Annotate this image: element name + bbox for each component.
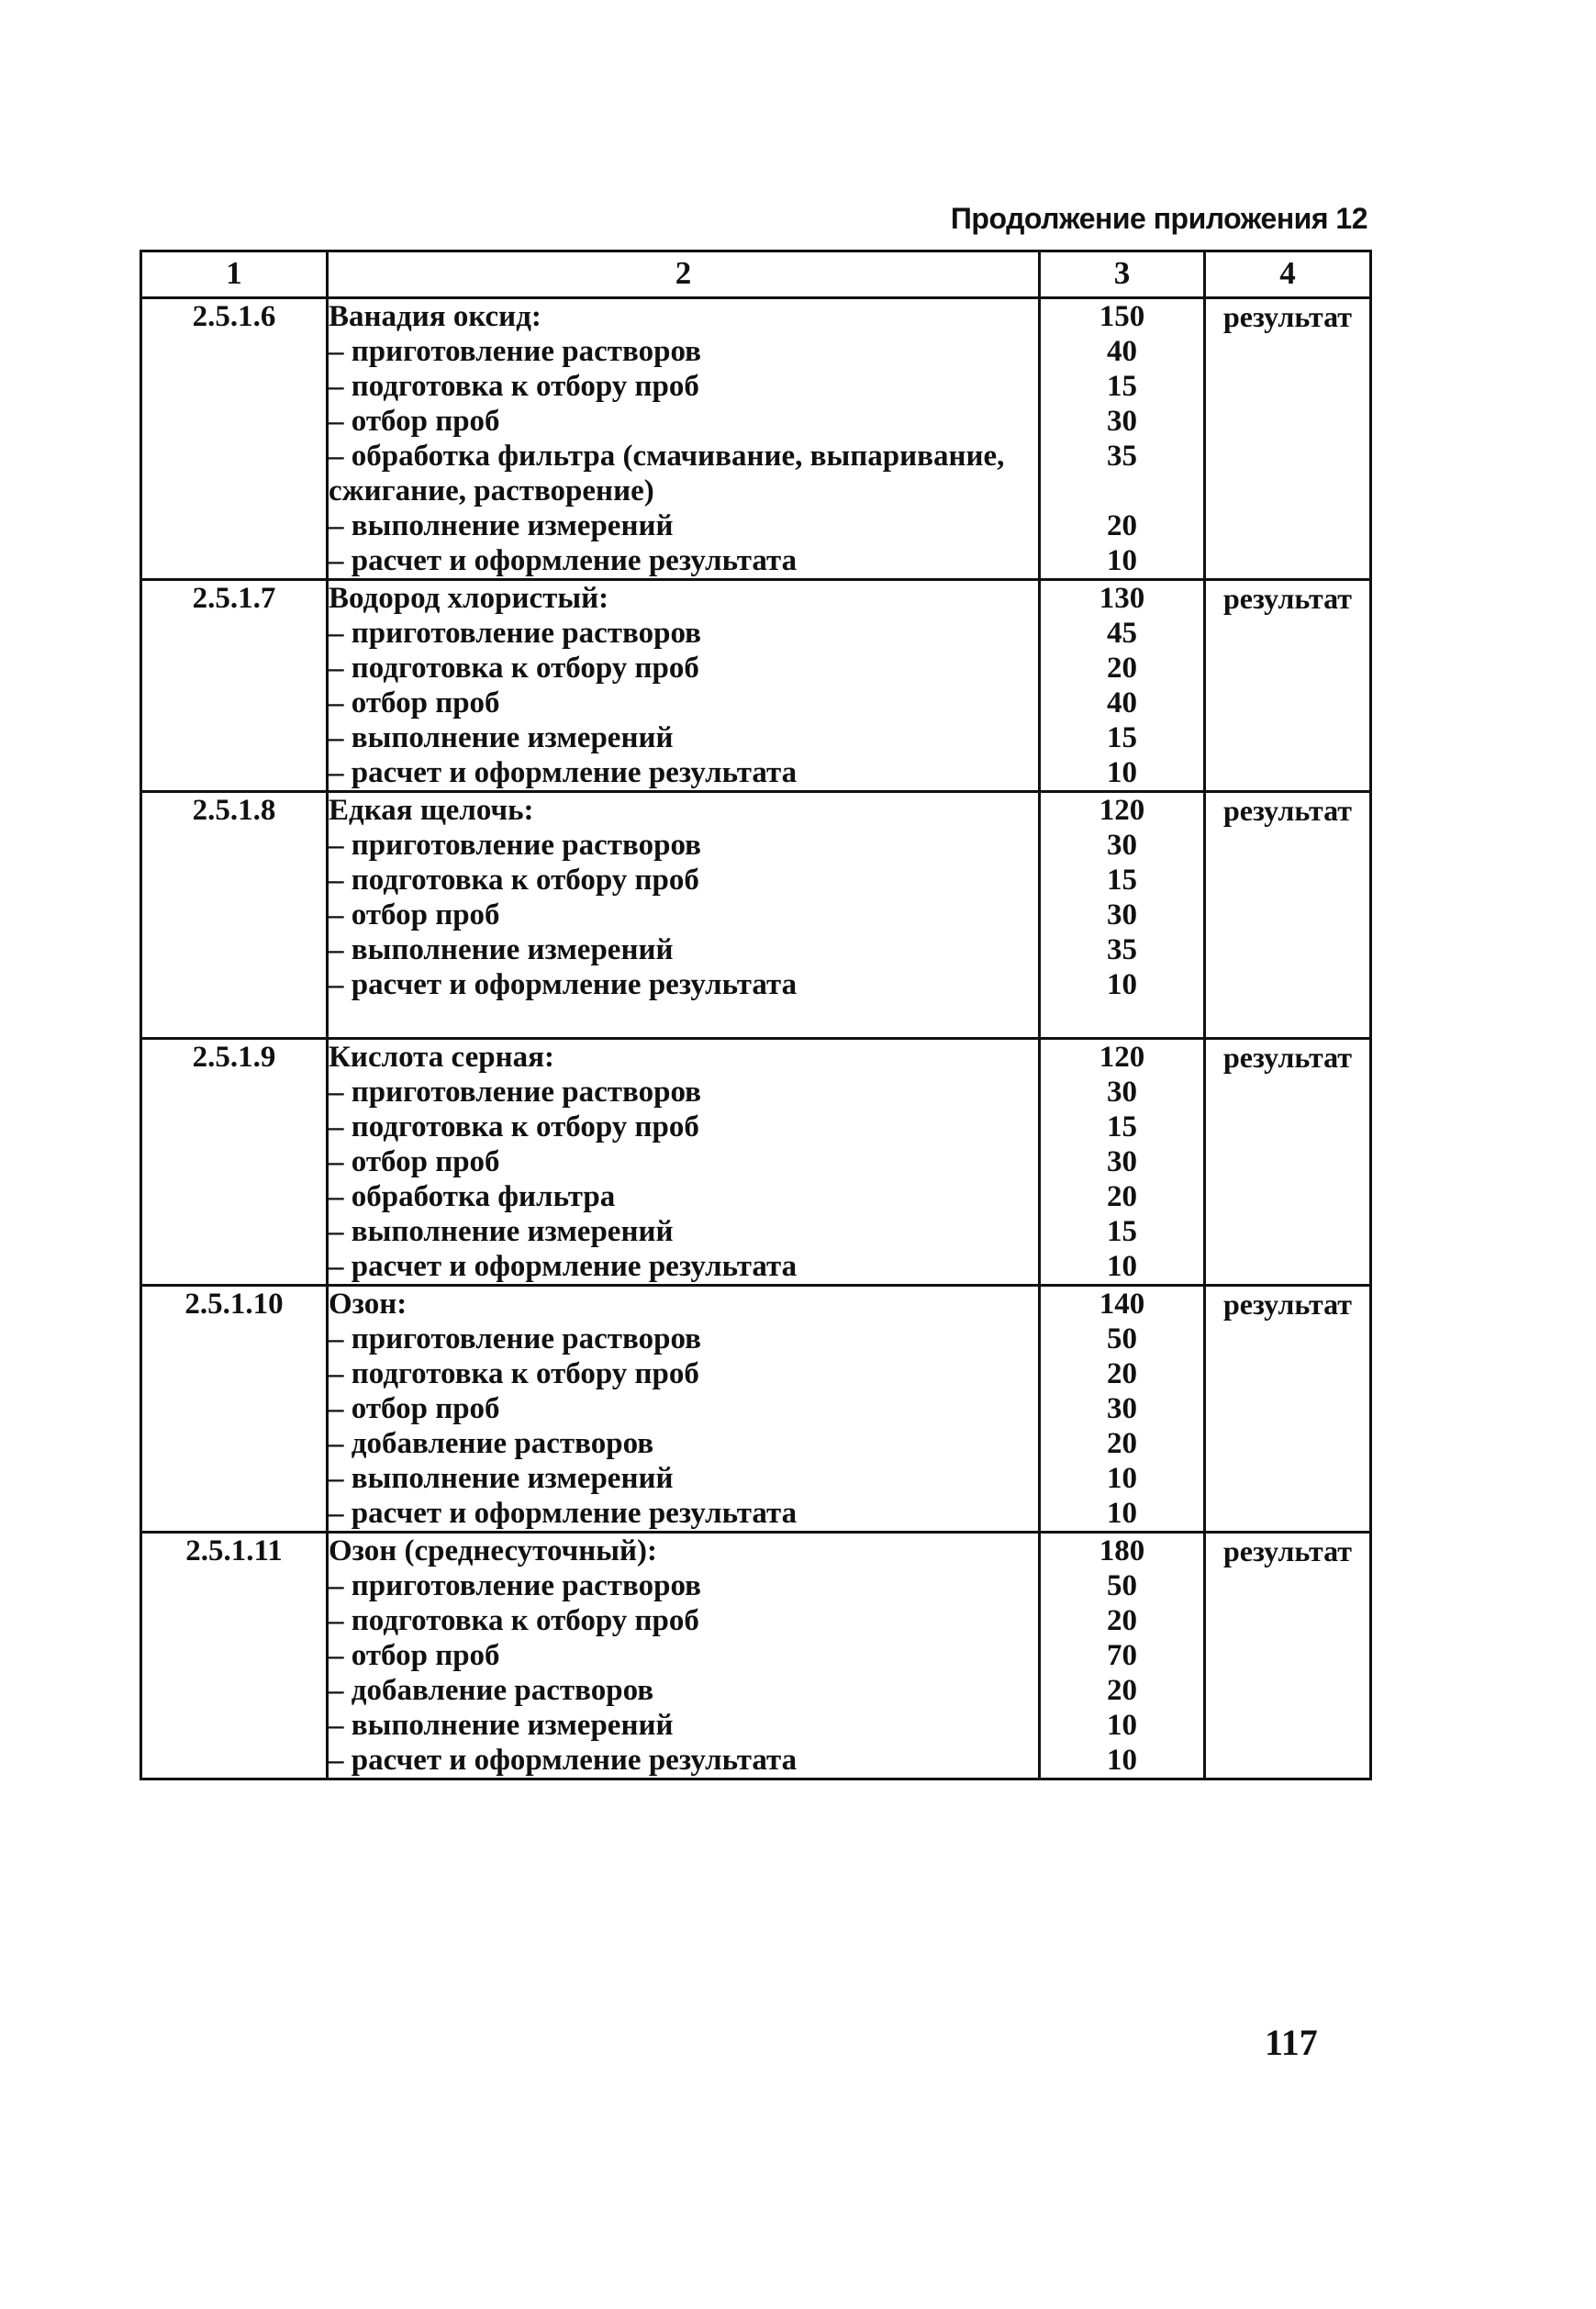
step-value: 20 [1107,1674,1137,1707]
step-value: 30 [1107,898,1137,931]
table-row [141,792,1371,1039]
work-step: – подготовка к отбору проб [329,1604,699,1637]
total-value: 150 [1099,300,1145,333]
work-title: Кислота серная: [329,1041,554,1074]
column-header-2: 2 [328,251,1040,298]
step-value: 10 [1107,544,1137,577]
step-value: 10 [1107,1462,1137,1495]
work-description [328,580,1040,792]
time-values [1040,1286,1205,1533]
work-description [328,792,1040,1039]
work-title: Озон (среднесуточный): [329,1534,657,1567]
total-value: 140 [1099,1288,1145,1321]
work-step: – отбор проб [329,898,500,931]
step-value: 15 [1107,1215,1137,1248]
step-value: 10 [1107,968,1137,1001]
table-row [141,1039,1371,1286]
table-row [141,1533,1371,1779]
item-code: 2.5.1.9 [141,1039,328,1286]
step-value: 70 [1107,1639,1137,1672]
step-value: 30 [1107,1392,1137,1425]
step-value: 15 [1107,864,1137,897]
work-step: – отбор проб [329,1392,500,1425]
step-value: 35 [1107,440,1137,473]
step-value: 35 [1107,933,1137,966]
work-step: – приготовление растворов [329,335,701,368]
work-step: – расчет и оформление результата [329,756,798,789]
continuation-heading: Продолжение приложения 12 [950,202,1367,235]
work-step: – подготовка к отбору проб [329,1110,699,1143]
step-value: 10 [1107,1250,1137,1283]
step-value: 20 [1107,1357,1137,1390]
result-cell: результат [1205,792,1371,1039]
total-value: 120 [1099,1041,1145,1074]
item-code: 2.5.1.8 [141,792,328,1039]
step-value: 20 [1107,652,1137,685]
header-row [141,251,1371,298]
time-values [1040,580,1205,792]
step-value: 10 [1107,1709,1137,1742]
work-step: – выполнение измерений [329,721,674,754]
work-step: – добавление растворов [329,1427,654,1460]
work-step: – приготовление растворов [329,1322,701,1355]
step-value: 50 [1107,1322,1137,1355]
work-step: – выполнение измерений [329,933,674,966]
total-value: 180 [1099,1534,1145,1567]
item-code: 2.5.1.10 [141,1286,328,1533]
work-step: – приготовление растворов [329,1569,701,1602]
result-cell: результат [1205,1533,1371,1779]
table-row [141,298,1371,580]
step-value: 40 [1107,335,1137,368]
table-row [141,580,1371,792]
column-header-1: 1 [141,251,328,298]
row-spacer [329,1002,1038,1037]
work-step: – расчет и оформление результата [329,1250,798,1283]
step-value: 20 [1107,1427,1137,1460]
work-step: – отбор проб [329,405,500,438]
item-code: 2.5.1.7 [141,580,328,792]
step-value: 30 [1107,1145,1137,1178]
work-step: – расчет и оформление результата [329,968,798,1001]
result-cell: результат [1205,580,1371,792]
step-value: 50 [1107,1569,1137,1602]
work-title: Ванадия оксид: [329,300,541,333]
work-step: – подготовка к отбору проб [329,652,699,685]
work-step: – отбор проб [329,1639,500,1672]
step-value: 30 [1107,1076,1137,1109]
table-row [141,1286,1371,1533]
appendix-table [140,250,1372,1780]
step-value: 15 [1107,370,1137,403]
work-step: – добавление растворов [329,1674,654,1707]
step-value: 30 [1107,829,1137,862]
total-value: 120 [1099,794,1145,827]
work-step: – обработка фильтра [329,1180,616,1213]
work-step: – подготовка к отбору проб [329,1357,699,1390]
time-values [1040,1039,1205,1286]
work-title: Едкая щелочь: [329,794,534,827]
result-cell: результат [1205,1286,1371,1533]
work-description [328,1286,1040,1533]
column-header-3: 3 [1040,251,1205,298]
step-value: 20 [1107,509,1137,542]
item-code: 2.5.1.6 [141,298,328,580]
work-description [328,298,1040,580]
step-value: 10 [1107,1497,1137,1530]
work-step: – выполнение измерений [329,1462,674,1495]
step-value: 45 [1107,617,1137,650]
step-value: 15 [1107,721,1137,754]
work-description [328,1039,1040,1286]
item-code: 2.5.1.11 [141,1533,328,1779]
step-value: 20 [1107,1180,1137,1213]
work-step: – отбор проб [329,1145,500,1178]
work-step: – подготовка к отбору проб [329,370,699,403]
step-value: 10 [1107,756,1137,789]
work-step: – подготовка к отбору проб [329,864,699,897]
work-step: – приготовление растворов [329,1076,701,1109]
result-cell: результат [1205,1039,1371,1286]
step-value: 15 [1107,1110,1137,1143]
step-value: 40 [1107,686,1137,719]
work-step: – расчет и оформление результата [329,544,798,577]
work-step: – выполнение измерений [329,1215,674,1248]
work-step: – расчет и оформление результата [329,1497,798,1530]
work-step: – отбор проб [329,686,500,719]
time-values [1040,298,1205,580]
step-value: 20 [1107,1604,1137,1637]
column-header-4: 4 [1205,251,1371,298]
time-values [1040,792,1205,1039]
step-value: 30 [1107,405,1137,438]
time-values [1040,1533,1205,1779]
work-title: Озон: [329,1288,407,1321]
work-step: – приготовление растворов [329,829,701,862]
work-step: – выполнение измерений [329,1709,674,1742]
work-step: – обработка фильтра (смачивание, выпаривание, сжигание, растворение) [329,440,1005,508]
work-step: – выполнение измерений [329,509,674,542]
total-value: 130 [1099,582,1145,615]
result-cell: результат [1205,298,1371,580]
work-description [328,1533,1040,1779]
work-step: – приготовление растворов [329,617,701,650]
page-number: 117 [1265,2022,1318,2063]
step-value: 10 [1107,1744,1137,1777]
work-title: Водород хлористый: [329,582,609,615]
work-step: – расчет и оформление результата [329,1744,798,1777]
